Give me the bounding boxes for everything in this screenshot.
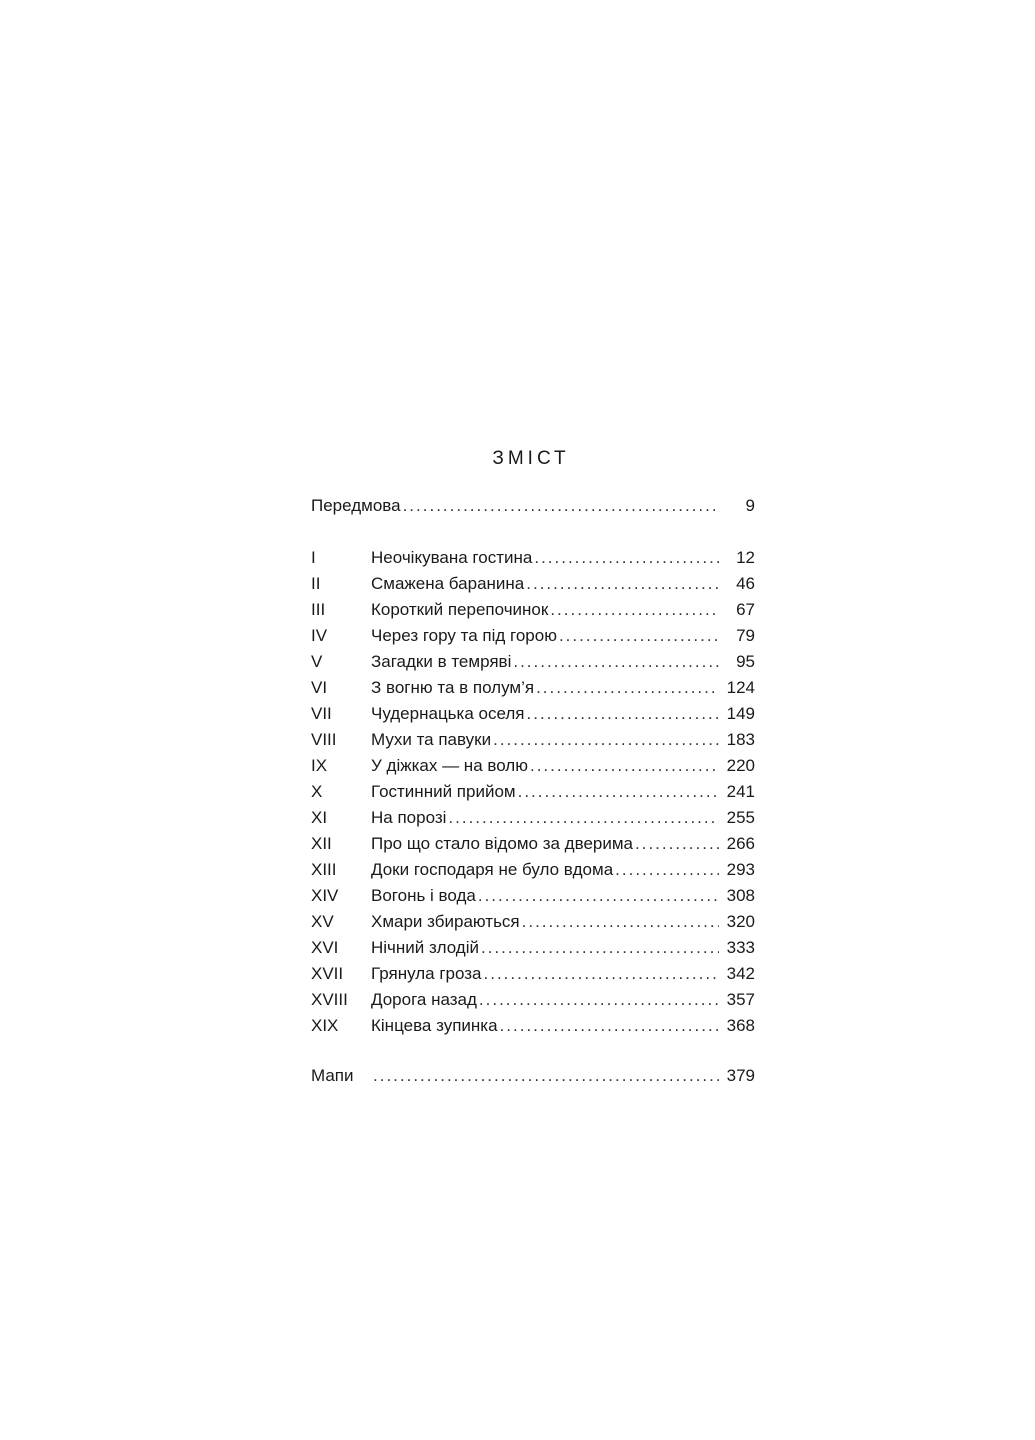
toc-entry-title: Смажена баранина — [371, 574, 525, 593]
toc-chapter-number: XIV — [311, 886, 339, 905]
toc-entry — [371, 831, 725, 857]
toc-chapter-number: XVI — [311, 938, 339, 957]
toc-row-maps[interactable] — [311, 1063, 755, 1089]
toc-entry-title: Передмова — [311, 496, 401, 515]
toc-entry — [371, 935, 725, 961]
toc-row-chapter-8[interactable] — [311, 727, 755, 753]
toc-page-number: 266 — [726, 834, 755, 853]
toc-page-number: 79 — [736, 626, 755, 645]
toc-entry — [371, 961, 725, 987]
toc-dot-leader — [481, 935, 719, 961]
toc-page-number: 46 — [736, 574, 755, 593]
toc-dot-leader — [530, 753, 719, 779]
toc-dot-leader — [484, 961, 720, 987]
toc-entry-title: Вогонь і вода — [371, 886, 476, 905]
toc-row-chapter-6[interactable] — [311, 675, 755, 701]
toc-page-number: 124 — [726, 678, 755, 697]
toc-dot-leader — [534, 545, 719, 571]
toc-dot-leader — [373, 1063, 719, 1089]
toc-row-chapter-13[interactable] — [311, 857, 755, 883]
toc-entry — [371, 545, 725, 571]
toc-entry — [311, 493, 725, 519]
toc-row-chapter-12[interactable] — [311, 831, 755, 857]
toc-entry-title: Короткий перепочинок — [371, 600, 549, 619]
toc-row-chapter-7[interactable] — [311, 701, 755, 727]
toc-entry-title: Чудернацька оселя — [371, 704, 525, 723]
toc-chapter-number: XIX — [311, 1016, 339, 1035]
toc-entry — [371, 987, 725, 1013]
toc-dot-leader — [550, 597, 719, 623]
toc-row-chapter-19[interactable] — [311, 1013, 755, 1039]
toc-entry — [371, 857, 725, 883]
toc-row-chapter-5[interactable] — [311, 649, 755, 675]
toc-page-number: 183 — [726, 730, 755, 749]
toc-chapter-number: XVIII — [311, 990, 348, 1009]
toc-entry — [371, 675, 725, 701]
toc-row-chapter-14[interactable] — [311, 883, 755, 909]
toc-row-chapter-11[interactable] — [311, 805, 755, 831]
toc-entry-title: Нічний злодій — [371, 938, 480, 957]
toc-entry — [371, 623, 725, 649]
toc-page-number: 368 — [726, 1016, 755, 1035]
toc-dot-leader — [403, 493, 719, 519]
toc-page-number: 149 — [726, 704, 755, 723]
toc-entry — [371, 597, 725, 623]
toc-chapter-number: XII — [311, 834, 332, 853]
toc-entry — [371, 805, 725, 831]
toc-chapter-number: XIII — [311, 860, 337, 879]
toc-dot-leader — [615, 857, 719, 883]
toc-dot-leader — [479, 987, 719, 1013]
toc-dot-leader — [513, 649, 719, 675]
toc-row-chapter-10[interactable] — [311, 779, 755, 805]
toc-entry-title: Кінцева зупинка — [371, 1016, 498, 1035]
page-title: ЗМІСТ — [492, 448, 570, 469]
toc-chapter-number: II — [311, 574, 321, 593]
toc-entry-title: Через гору та під горою — [371, 626, 557, 645]
toc-page-number: 67 — [736, 600, 755, 619]
toc-row-chapter-2[interactable] — [311, 571, 755, 597]
toc-chapter-number: XVII — [311, 964, 344, 983]
toc-dot-leader — [526, 571, 719, 597]
toc-page-number: 9 — [745, 496, 755, 515]
toc-chapter-number: IV — [311, 626, 328, 645]
toc-entry — [371, 727, 725, 753]
toc-chapter-number: X — [311, 782, 323, 801]
toc-entry-title: Неочікувана гостина — [371, 548, 533, 567]
toc-dot-leader — [448, 805, 719, 831]
toc-row-chapter-17[interactable] — [311, 961, 755, 987]
toc-entry-title: Мухи та павуки — [371, 730, 492, 749]
toc-row-chapter-18[interactable] — [311, 987, 755, 1013]
toc-dot-leader — [559, 623, 719, 649]
toc-dot-leader — [478, 883, 719, 909]
toc-entry — [371, 701, 725, 727]
toc-dot-leader — [493, 727, 719, 753]
toc-chapter-number: VI — [311, 678, 328, 697]
toc-dot-leader — [527, 701, 720, 727]
toc-entry-title: Грянула гроза — [371, 964, 482, 983]
toc-page-number: 95 — [736, 652, 755, 671]
toc-entry-title: З вогню та в полум’я — [371, 678, 535, 697]
toc-page-number: 379 — [726, 1066, 755, 1085]
toc-entry — [371, 1063, 725, 1089]
toc-chapter-number: VIII — [311, 730, 337, 749]
toc-entry-title: У діжках — на волю — [371, 756, 528, 775]
toc-row-chapter-4[interactable] — [311, 623, 755, 649]
toc-entry-title: Дорога назад — [371, 990, 477, 1009]
toc-row-chapter-15[interactable] — [311, 909, 755, 935]
toc-row-chapter-1[interactable] — [311, 545, 755, 571]
toc-entry-title: Про що стало відомо за дверима — [371, 834, 633, 853]
toc-entry — [371, 649, 725, 675]
toc-chapter-number: I — [311, 548, 316, 567]
toc-entry — [371, 909, 725, 935]
toc-row-preface[interactable] — [311, 493, 755, 519]
toc-page-number: 342 — [726, 964, 755, 983]
toc-page-number: 320 — [726, 912, 755, 931]
toc-chapter-number: III — [311, 600, 326, 619]
toc-entry-title: На порозі — [371, 808, 447, 827]
toc-entry — [371, 571, 725, 597]
toc-entry — [371, 779, 725, 805]
toc-entry — [371, 1013, 725, 1039]
toc-page-number: 293 — [726, 860, 755, 879]
toc-page-number: 357 — [726, 990, 755, 1009]
toc-maps-section — [311, 1063, 755, 1089]
toc-dot-leader — [518, 779, 719, 805]
toc-page-number: 255 — [726, 808, 755, 827]
toc-page-number: 333 — [726, 938, 755, 957]
toc-chapter-number: IX — [311, 756, 328, 775]
toc-preface-section — [311, 493, 755, 519]
toc-row-chapter-9[interactable] — [311, 753, 755, 779]
toc-entry-title: Доки господаря не було вдома — [371, 860, 614, 879]
toc-dot-leader — [500, 1013, 719, 1039]
toc-chapter-number: XI — [311, 808, 328, 827]
toc-maps-title: Мапи — [311, 1066, 354, 1085]
toc-dot-leader — [635, 831, 719, 857]
toc-chapter-number: XV — [311, 912, 334, 931]
toc-dot-leader — [536, 675, 719, 701]
toc-dot-leader — [522, 909, 719, 935]
toc-page-number: 220 — [726, 756, 755, 775]
toc-entry-title: Гостинний прийом — [371, 782, 516, 801]
toc-chapter-list — [311, 545, 755, 1039]
toc-page-number: 241 — [726, 782, 755, 801]
toc-row-chapter-16[interactable] — [311, 935, 755, 961]
toc-entry — [371, 753, 725, 779]
toc-chapter-number: V — [311, 652, 323, 671]
toc-page-number: 12 — [736, 548, 755, 567]
toc-chapter-number: VII — [311, 704, 332, 723]
toc-row-chapter-3[interactable] — [311, 597, 755, 623]
toc-entry-title: Хмари збираються — [371, 912, 520, 931]
toc-entry — [371, 883, 725, 909]
toc-entry-title: Загадки в темряві — [371, 652, 512, 671]
toc-page-number: 308 — [726, 886, 755, 905]
